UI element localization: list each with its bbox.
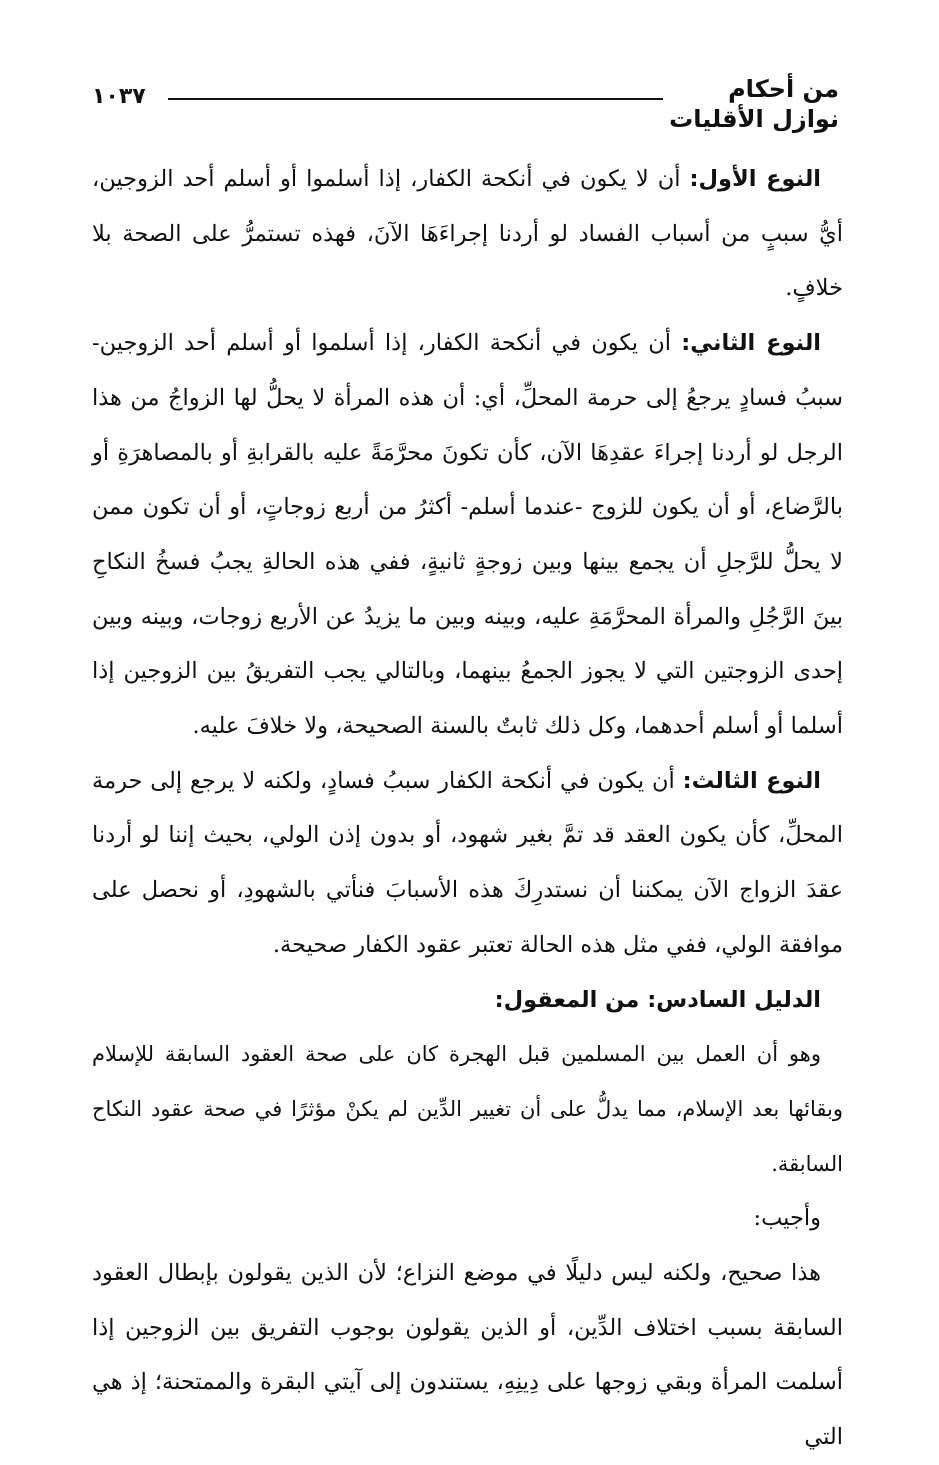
answer-paragraph: هذا صحيح، ولكنه ليس دليلًا في موضع النزاع؛ لأن الذين يقولون بإبطال العقود السابقة بسبب اختلاف الدِّين، أو الذين يقولون بوجوب التفريق بين الزوجين إذا أسلمت المرأة وبقي زوجها على دِينِهِ، يستندون إلى آيتي البقرة والممتحنة؛ إذ هي التي [92,1260,843,1451]
section-heading: الدليل السادس: من المعقول: [494,986,821,1013]
evidence-paragraph: وهو أن العمل بين المسلمين قبل الهجرة كان على صحة العقود السابقة للإسلام وبقائها بعد الإسلام، مما يدلُّ على أن تغيير الدِّين لم يكنْ مؤثرًا في صحة عقود النكاح السابقة. [92,1042,843,1176]
page-body [92,152,843,1465]
header-title-line2: نوازل الأقليات [669,105,839,133]
paragraph-text: أن يكون في أنكحة الكفار، إذا أسلموا أو أسلم أحد الزوجين- سببُ فسادٍ يرجعُ إلى حرمة المحلِّ، أي: أن هذه المرأة لا يحلُّ لها الزواجُ من هذا الرجل لو أردنا إجراءَ عقدِهَا الآن، كأن تكونَ محرَّمَةً عليه بالقرابةِ أو بالمصاهرَةِ أو بالرَّضاع، أو أن يكون للزوج -عندما أسلم- أكثرُ من أربع زوجاتٍ، أو أن تكون ممن لا يحلُّ للرَّجلِ أن يجمع بينها وبين زوجةٍ ثانيةٍ، ففي هذه الحالةِ يجبُ فسخُ النكاحِ بينَ الرَّجُلِ والمرأة المحرَّمَةِ عليه، وبينه وبين ما يزيدُ عن الأربع زوجات، وبينه وبين إحدى الزوجتين التي لا يجوز الجمعُ بينهما، وبالتالي يجب التفريقُ بين الزوجين إذا أسلما أو أسلم أحدهما، وكل ذلك ثابتٌ بالسنة الصحيحة، ولا خلافَ عليه. [92,330,844,740]
paragraph-type-one [92,152,843,316]
paragraph-type-two [92,316,843,754]
header-title [669,74,839,134]
running-header [92,70,839,133]
header-rule [168,98,663,100]
header-title-line1: من أحكام [728,75,839,103]
page-number: ١٠٣٧ [92,84,146,109]
paragraph-text: أن يكون في أنكحة الكفار سببُ فسادٍ، ولكنه لا يرجع إلى حرمة المحلِّ، كأن يكون العقد قد تمَّ بغير شهود، أو بدون إذن الولي، بحيث إننا لو أردنا عقدَ الزواج الآن يمكننا أن نستدرِكَ هذه الأسبابَ فنأتي بالشهودِ، أو نحصل على موافقة الولي، ففي مثل هذه الحالة تعتبر عقود الكفار صحيحة. [92,767,843,958]
paragraph-type-three [92,754,843,973]
paragraph-lead: النوع الثاني: [681,330,821,357]
paragraph-lead: النوع الثالث: [682,767,821,794]
paragraph-text: أن لا يكون في أنكحة الكفار، إذا أسلموا أو أسلم أحد الزوجين، أيُّ سببٍ من أسباب الفساد لو أردنا إجراءَهَا الآنَ، فهذه تستمرُّ على الصحة بلا خلافٍ. [92,166,843,302]
answer-label: وأجيب: [753,1205,821,1232]
paragraph-lead: النوع الأول: [689,166,821,192]
